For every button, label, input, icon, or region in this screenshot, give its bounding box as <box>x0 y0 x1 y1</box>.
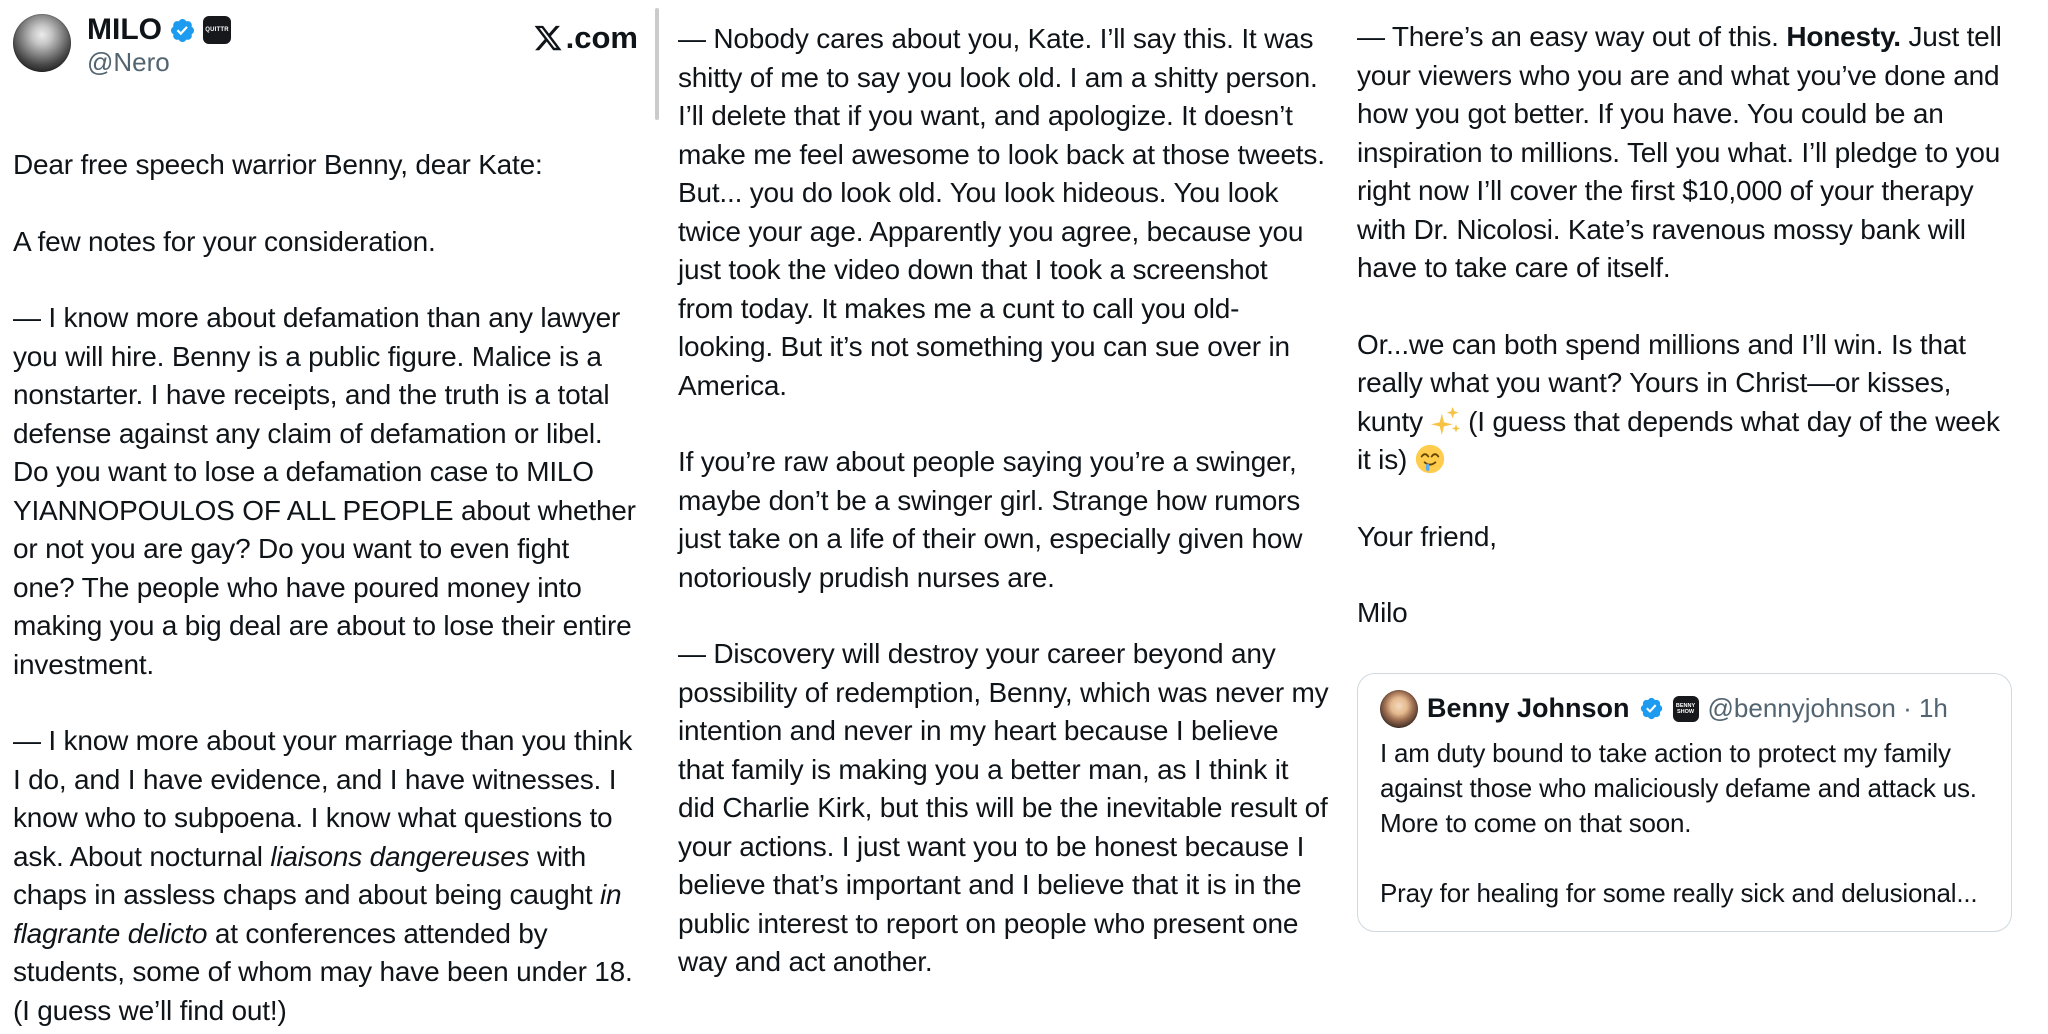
paragraph: — I know more about your marriage than you think I do, and I have evidence, and I have witnesses. I know who to subpoena. I know what questions to ask. About nocturnal liaisons dangereuses with chaps in assless chaps and about being caught in flagrante delicto at conferences attended by students, some of whom may have been under 18. (I guess we’ll find out!) <box>13 725 633 1026</box>
paragraph: — Nobody cares about you, Kate. I’ll say this. It was shitty of me to say you look old. I am a shitty person. I’ll delete that if you want, and apologize. It doesn’t make me feel awesome to look back at those tweets. But... you do look old. You look hideous. You look twice your age. Apparently you agree, because you just took the video down that I took a screenshot from today. It makes me a cunt to call you old-looking. But it’s not something you can sue over in America. <box>678 23 1325 401</box>
paragraph: — I know more about defamation than any lawyer you will hire. Benny is a public figure. Malice is a nonstarter. I have receipts, and the truth is a total defense against any claim of defamation or libel. Do you want to lose a defamation case to MILO YIANNOPOULOS OF ALL PEOPLE about whether or not you are gay? Do you want to even fight one? The people who have poured money into making you a big deal are about to lose their entire investment. <box>13 302 636 680</box>
quoted-tweet-card[interactable] <box>1357 673 2012 932</box>
quoted-handle-and-time[interactable]: @bennyjohnson · 1h <box>1707 693 1948 723</box>
sparkles-emoji <box>1431 403 1461 442</box>
milo-avatar[interactable] <box>13 14 71 72</box>
letter-text-col1 <box>13 146 638 1030</box>
quittr-affiliate-badge[interactable]: QUITTR <box>203 16 231 44</box>
letter-column-2 <box>678 20 1330 982</box>
drooling-face-emoji <box>1415 441 1445 480</box>
author-display-name[interactable]: MILO <box>87 13 162 46</box>
letter-column-3 <box>1357 18 2012 932</box>
quoted-display-name[interactable]: Benny Johnson <box>1427 693 1630 723</box>
author-handle[interactable]: @Nero <box>87 47 170 77</box>
benny-avatar[interactable] <box>1380 690 1418 728</box>
x-logo-icon <box>533 23 563 53</box>
xcom-watermark <box>533 20 638 56</box>
paragraph: Your friend, <box>1357 520 1497 552</box>
letter-text-col3 <box>1357 18 2012 633</box>
quoted-tweet-body <box>1380 736 1989 911</box>
verified-badge-icon <box>1639 696 1664 721</box>
paragraph: If you’re raw about people saying you’re a swinger, maybe don’t be a swinger girl. Strange how rumors just take on a life of their own, especially given how notoriously prudish nurses are. <box>678 446 1303 593</box>
xcom-label: .com <box>565 20 638 55</box>
paragraph: Or...we can both spend millions and I’ll win. Is that really what you want? Yours in Christ—or kisses, kunty (I guess that depends what day of the week it is) <box>1357 326 2012 480</box>
tweet-header <box>13 12 638 102</box>
paragraph: — There’s an easy way out of this. Honesty. Just tell your viewers who you are and what you’ve done and how you got better. If you have. You could be an inspiration to millions. Tell you what. I’ll pledge to you right now I’ll cover the first $10,000 of your therapy with Dr. Nicolosi. Kate’s ravenous mossy bank will have to take care of itself. <box>1357 21 2002 283</box>
author-id-block <box>87 12 231 78</box>
paragraph: — Discovery will destroy your career beyond any possibility of redemption, Benny, which was never my intention and never in my heart because I believe that family is making you a better man, as I think it did Charlie Kirk, but this will be the inevitable result of your actions. I just want you to be honest because I believe that’s important and I believe that it is in the public interest to report on people who present one way and act another. <box>678 638 1329 977</box>
letter-column-1 <box>13 12 638 1030</box>
verified-badge-icon <box>169 17 196 44</box>
paragraph: Dear free speech warrior Benny, dear Kate: <box>13 149 543 180</box>
column-divider <box>655 8 659 120</box>
paragraph: Milo <box>1357 597 1408 628</box>
benny-show-affiliate-badge[interactable]: BENNY SHOW <box>1673 696 1699 722</box>
paragraph: I am duty bound to take action to protect my family against those who maliciously defame and attack us. More to come on that soon. <box>1380 737 1977 838</box>
paragraph: A few notes for your consideration. <box>13 225 436 257</box>
paragraph: Pray for healing for some really sick and delusional... <box>1380 877 1978 908</box>
quoted-tweet-header <box>1380 690 1989 728</box>
